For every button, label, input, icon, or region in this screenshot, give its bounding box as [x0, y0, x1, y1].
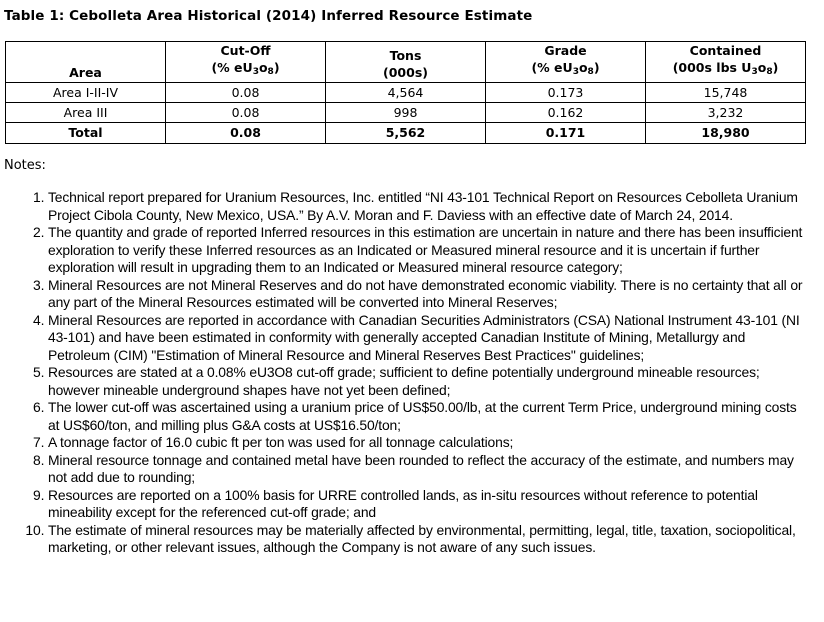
cell-grade: 0.162 [486, 103, 646, 123]
cell-cutoff: 0.08 [166, 103, 326, 123]
note-item: 7. A tonnage factor of 16.0 cubic ft per ton was used for all tonnage calculations; [48, 434, 808, 452]
table-title: Table 1: Cebolleta Area Historical (2014) Inferred Resource Estimate [4, 8, 533, 24]
cell-area: Area I-II-IV [6, 83, 166, 103]
table-total-row [6, 123, 806, 144]
header-cutoff-line1: Cut-Off [220, 43, 271, 58]
total-cutoff: 0.08 [166, 123, 326, 144]
header-grade-line2: (% $eU_3o_8$) [531, 60, 600, 77]
resource-estimate-table [5, 41, 806, 144]
header-contained-line1: Contained [689, 43, 762, 58]
cell-grade: 0.173 [486, 83, 646, 103]
note-item: 8. Mineral resource tonnage and contained metal have been rounded to reflect the accuracy of the estimate, and numbers may not add due to rounding; [48, 452, 808, 487]
note-item: 2. The quantity and grade of reported Inferred resources in this estimation are uncertain in nature and there has been insufficient exploration to verify these Inferred resources as an Indicated or Measured mineral resource and it is uncertain if further exploration will result in upgrading them to an Indicated or Measured mineral resource category; [48, 224, 808, 277]
header-cutoff-line2: (% $eU_3o_8$) [211, 60, 280, 77]
table-row [6, 83, 806, 103]
note-item: 10. The estimate of mineral resources may be materially affected by environmental, permitting, legal, title, taxation, sociopolitical, marketing, or other relevant issues, although the Company is not aware of any such issues. [48, 522, 808, 557]
cell-contained: 3,232 [646, 103, 806, 123]
cell-cutoff: 0.08 [166, 83, 326, 103]
cell-tons: 998 [326, 103, 486, 123]
note-item: 1. Technical report prepared for Uranium Resources, Inc. entitled “NI 43-101 Technical Report on Resources Cebolleta Uranium Project Cibola County, New Mexico, USA.” By A.V. Moran and F. Daviess with an effective date of March 24, 2014. [48, 189, 808, 224]
header-contained [646, 42, 806, 83]
cell-tons: 4,564 [326, 83, 486, 103]
table-row [6, 103, 806, 123]
note-item: 9. Resources are reported on a 100% basis for URRE controlled lands, as in-situ resources without reference to potential mineability except for the referenced cut-off grade; and [48, 487, 808, 522]
note-item: 3. Mineral Resources are not Mineral Reserves and do not have demonstrated economic viability. There is no certainty that all or any part of the Mineral Resources estimated will be converted into Mineral Reserves; [48, 277, 808, 312]
total-tons: 5,562 [326, 123, 486, 144]
header-area-label: Area [69, 65, 102, 80]
header-tons-line2: (000s) [383, 65, 428, 80]
header-area [6, 42, 166, 83]
notes-list [0, 189, 808, 557]
notes-label: Notes: [4, 158, 46, 173]
total-contained: 18,980 [646, 123, 806, 144]
cell-area: Area III [6, 103, 166, 123]
note-item: 4. Mineral Resources are reported in accordance with Canadian Securities Administrators (CSA) National Instrument 43-101 (NI 43-101) and have been estimated in conformity with generally accepted Canadian Institute of Mining, Metallurgy and Petroleum (CIM) "Estimation of Mineral Resource and Mineral Reserves Best Practices" guidelines; [48, 312, 808, 365]
note-item: 5. Resources are stated at a 0.08% eU3O8 cut-off grade; sufficient to define potentially underground mineable resources; however mineable underground shapes have not yet been defined; [48, 364, 808, 399]
header-grade-line1: Grade [544, 43, 587, 58]
cell-contained: 15,748 [646, 83, 806, 103]
note-item: 6. The lower cut-off was ascertained using a uranium price of US$50.00/lb, at the current Term Price, underground mining costs at US$60/ton, and milling plus G&A costs at US$16.50/ton; [48, 399, 808, 434]
header-grade [486, 42, 646, 83]
table-header-row [6, 42, 806, 83]
header-tons [326, 42, 486, 83]
header-cutoff [166, 42, 326, 83]
header-tons-line1: Tons [389, 48, 422, 63]
total-grade: 0.171 [486, 123, 646, 144]
total-area: Total [6, 123, 166, 144]
header-contained-line2: (000s lbs $U_3o_8$) [672, 60, 779, 77]
